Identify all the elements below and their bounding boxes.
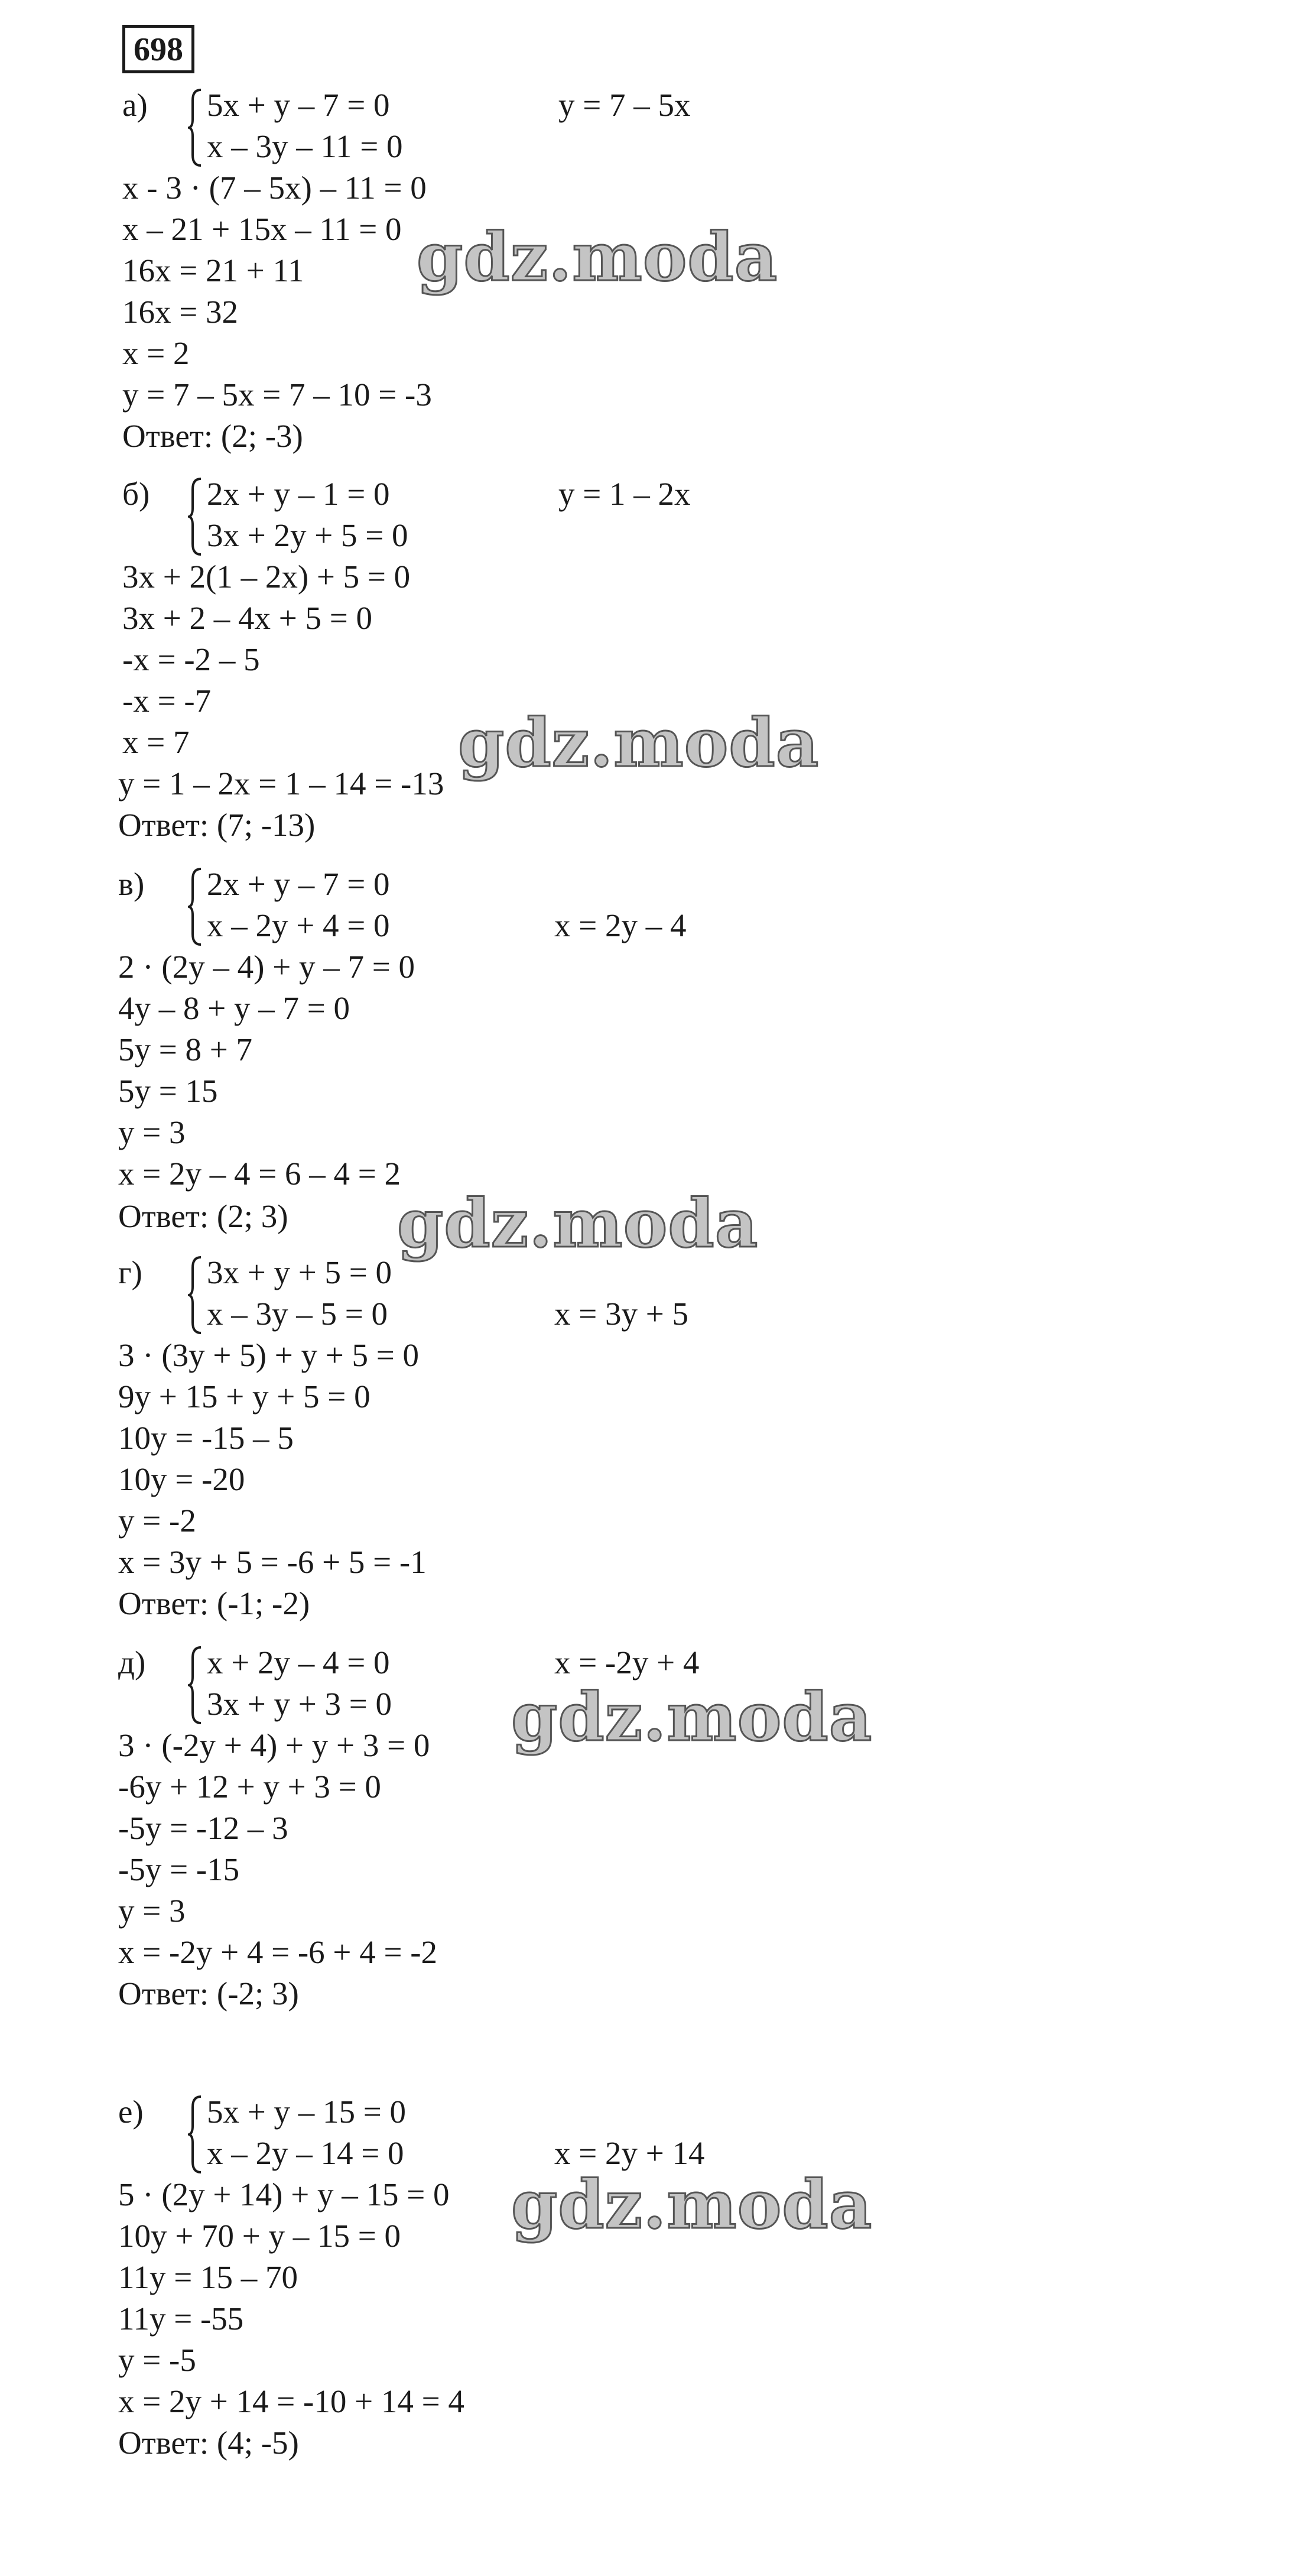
answer: Ответ: (-2; 3) bbox=[118, 1975, 299, 2012]
part-label: б) bbox=[122, 476, 150, 512]
system-brace bbox=[188, 2094, 203, 2175]
answer: Ответ: (7; -13) bbox=[118, 807, 316, 843]
watermark: gdz.moda bbox=[397, 1185, 759, 1263]
system-brace bbox=[188, 87, 203, 168]
answer: Ответ: (2; 3) bbox=[118, 1198, 288, 1234]
system-equation-2: x – 2y + 4 = 0 bbox=[207, 907, 390, 943]
substitution-expression: x = 3y + 5 bbox=[554, 1296, 689, 1332]
substitution-expression: y = 1 – 2x bbox=[558, 476, 691, 512]
solution-step: 16x = 21 + 11 bbox=[122, 252, 304, 288]
solution-step: x = 3y + 5 = -6 + 5 = -1 bbox=[118, 1544, 427, 1580]
solution-step: 16x = 32 bbox=[122, 294, 239, 330]
solution-step: -6y + 12 + y + 3 = 0 bbox=[118, 1769, 381, 1805]
solution-step: 5 · (2y + 14) + y – 15 = 0 bbox=[118, 2176, 450, 2212]
solution-step: x = 2 bbox=[122, 335, 190, 371]
solution-step: y = 1 – 2x = 1 – 14 = -13 bbox=[118, 765, 444, 802]
substitution-expression: x = 2y + 14 bbox=[554, 2135, 705, 2171]
solution-step: -x = -7 bbox=[122, 683, 212, 719]
system-equation-1: 3x + y + 5 = 0 bbox=[207, 1254, 392, 1290]
solution-step: 5y = 8 + 7 bbox=[118, 1031, 253, 1068]
solution-step: x – 21 + 15x – 11 = 0 bbox=[122, 211, 402, 247]
solution-step: -5y = -12 – 3 bbox=[118, 1810, 288, 1846]
watermark: gdz.moda bbox=[458, 705, 820, 782]
solution-step: 10y = -20 bbox=[118, 1461, 245, 1497]
system-equation-1: 5x + y – 15 = 0 bbox=[207, 2094, 407, 2130]
solution-step: y = 3 bbox=[118, 1114, 186, 1150]
solution-step: -5y = -15 bbox=[118, 1851, 240, 1887]
system-equation-2: 3x + y + 3 = 0 bbox=[207, 1686, 392, 1722]
system-equation-1: 2x + y – 1 = 0 bbox=[207, 476, 390, 512]
substitution-expression: x = 2y – 4 bbox=[554, 907, 687, 943]
solution-step: x = -2y + 4 = -6 + 4 = -2 bbox=[118, 1934, 438, 1970]
system-equation-1: x + 2y – 4 = 0 bbox=[207, 1644, 390, 1680]
solution-step: 5y = 15 bbox=[118, 1073, 218, 1109]
system-equation-1: 5x + y – 7 = 0 bbox=[207, 87, 390, 123]
solution-step: y = -5 bbox=[118, 2342, 196, 2378]
solution-step: 4y – 8 + y – 7 = 0 bbox=[118, 990, 350, 1026]
part-label: д) bbox=[118, 1644, 146, 1680]
system-equation-2: x – 3y – 5 = 0 bbox=[207, 1296, 388, 1332]
solution-step: 3 · (-2y + 4) + y + 3 = 0 bbox=[118, 1727, 430, 1763]
solution-step: x = 2y + 14 = -10 + 14 = 4 bbox=[118, 2383, 464, 2419]
substitution-expression: x = -2y + 4 bbox=[554, 1644, 700, 1680]
solution-step: y = -2 bbox=[118, 1503, 196, 1539]
answer: Ответ: (2; -3) bbox=[122, 418, 303, 454]
system-equation-1: 2x + y – 7 = 0 bbox=[207, 866, 390, 902]
solution-step: x - 3 · (7 – 5x) – 11 = 0 bbox=[122, 170, 427, 206]
solution-step: 3 · (3y + 5) + y + 5 = 0 bbox=[118, 1337, 420, 1373]
system-brace bbox=[188, 476, 203, 557]
watermark: gdz.moda bbox=[511, 1679, 873, 1756]
watermark: gdz.moda bbox=[417, 219, 778, 296]
watermark: gdz.moda bbox=[511, 2166, 873, 2244]
system-brace bbox=[188, 1255, 203, 1335]
solution-step: 10y + 70 + y – 15 = 0 bbox=[118, 2218, 401, 2254]
solution-step: 3x + 2 – 4x + 5 = 0 bbox=[122, 600, 373, 636]
solution-step: y = 3 bbox=[118, 1893, 186, 1929]
system-brace bbox=[188, 867, 203, 947]
solution-step: 11y = -55 bbox=[118, 2301, 244, 2337]
system-brace bbox=[188, 1645, 203, 1725]
system-equation-2: x – 3y – 11 = 0 bbox=[207, 128, 403, 164]
part-label: а) bbox=[122, 87, 148, 123]
problem-number: 698 bbox=[122, 25, 194, 73]
system-equation-2: 3x + 2y + 5 = 0 bbox=[207, 517, 408, 553]
solution-step: 10y = -15 – 5 bbox=[118, 1420, 294, 1456]
answer: Ответ: (4; -5) bbox=[118, 2425, 299, 2461]
solution-step: 2 · (2y – 4) + y – 7 = 0 bbox=[118, 949, 415, 985]
part-label: г) bbox=[118, 1254, 142, 1290]
solution-step: x = 7 bbox=[122, 724, 190, 760]
part-label: в) bbox=[118, 866, 145, 902]
substitution-expression: y = 7 – 5x bbox=[558, 87, 691, 123]
solution-step: y = 7 – 5x = 7 – 10 = -3 bbox=[122, 377, 432, 413]
solution-step: -x = -2 – 5 bbox=[122, 641, 260, 677]
solution-step: 3x + 2(1 – 2x) + 5 = 0 bbox=[122, 559, 411, 595]
part-label: е) bbox=[118, 2094, 144, 2130]
solution-step: x = 2y – 4 = 6 – 4 = 2 bbox=[118, 1156, 401, 1192]
solution-step: 11y = 15 – 70 bbox=[118, 2259, 298, 2295]
system-equation-2: x – 2y – 14 = 0 bbox=[207, 2135, 404, 2171]
answer: Ответ: (-1; -2) bbox=[118, 1585, 310, 1621]
solution-step: 9y + 15 + y + 5 = 0 bbox=[118, 1378, 370, 1414]
